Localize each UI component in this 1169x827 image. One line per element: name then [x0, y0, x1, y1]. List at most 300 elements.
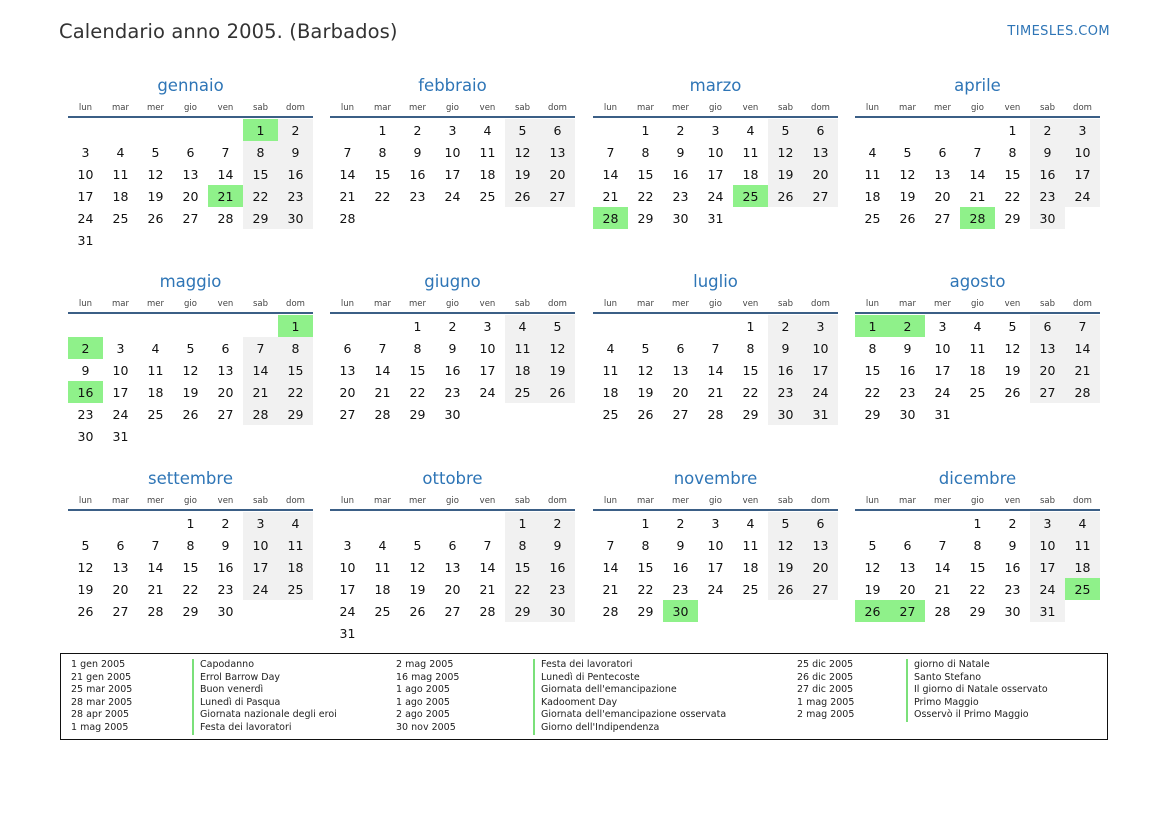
day-cell: 6 [186, 144, 195, 160]
day-cell: 1 [973, 515, 982, 531]
day-cell: 28 [243, 403, 278, 425]
month-marzo [593, 75, 838, 229]
day-cell: 21 [479, 581, 496, 597]
empty-cell [138, 315, 173, 337]
day-cell: 29 [278, 403, 313, 425]
month-maggio [68, 271, 313, 447]
day-cell: 12 [768, 141, 803, 163]
day-cell: 3 [483, 318, 492, 334]
day-cell: 1 [1008, 122, 1017, 138]
day-cell: 8 [973, 537, 982, 553]
header-divider [855, 509, 1100, 511]
month-novembre [593, 468, 838, 622]
day-cell: 22 [278, 381, 313, 403]
day-cell: 22 [374, 188, 391, 204]
holiday-day-cell: 28 [960, 207, 995, 229]
day-grid [593, 512, 838, 622]
legend-date: 28 mar 2005 [71, 696, 133, 708]
legend-date: 30 nov 2005 [396, 721, 456, 733]
day-grid [330, 119, 575, 229]
empty-cell [593, 512, 628, 534]
day-cell: 16 [899, 362, 916, 378]
day-cell: 25 [479, 188, 496, 204]
empty-cell [925, 512, 960, 534]
holiday-day-cell: 2 [68, 337, 103, 359]
day-grid [855, 512, 1100, 622]
legend-date: 2 mag 2005 [797, 709, 855, 721]
site-brand-link[interactable]: TIMESLES.COM [1007, 24, 1110, 39]
day-cell: 25 [602, 406, 619, 422]
day-cell: 22 [243, 185, 278, 207]
day-cell: 1 [746, 318, 755, 334]
day-cell: 25 [864, 210, 881, 226]
weekday-label: gio [971, 299, 984, 309]
weekday-header [855, 100, 1100, 116]
day-cell: 26 [768, 185, 803, 207]
day-cell: 30 [540, 600, 575, 622]
legend-holiday-name: giorno di Natale [906, 659, 1048, 672]
weekday-label: mar [112, 299, 129, 309]
month-aprile [855, 75, 1100, 229]
weekday-label: dom [811, 299, 830, 309]
weekday-label: sab [514, 496, 531, 506]
weekday-header [855, 493, 1100, 509]
weekday-label: mar [637, 299, 654, 309]
day-cell: 12 [899, 166, 916, 182]
day-cell: 29 [969, 603, 986, 619]
day-cell: 17 [1030, 556, 1065, 578]
weekday-label: gio [971, 103, 984, 113]
weekday-label: gio [446, 299, 459, 309]
day-grid [593, 315, 838, 425]
day-cell: 20 [934, 188, 951, 204]
day-cell: 19 [77, 581, 94, 597]
day-cell: 9 [540, 534, 575, 556]
day-cell: 23 [768, 381, 803, 403]
day-cell: 6 [803, 512, 838, 534]
day-cell: 10 [112, 362, 129, 378]
legend-holiday-name: Giorno dell'Indipendenza [533, 722, 726, 735]
day-cell: 12 [637, 362, 654, 378]
day-cell: 15 [864, 362, 881, 378]
legend-date: 1 gen 2005 [71, 659, 126, 670]
day-cell: 7 [973, 144, 982, 160]
weekday-label: sab [1039, 299, 1056, 309]
holiday-day-cell: 26 [855, 600, 890, 622]
day-cell: 5 [413, 537, 422, 553]
day-cell: 31 [803, 403, 838, 425]
legend-date: 25 mar 2005 [71, 684, 133, 696]
day-cell: 6 [221, 340, 230, 356]
day-cell: 29 [637, 210, 654, 226]
day-cell: 9 [413, 144, 422, 160]
day-cell: 7 [1065, 315, 1100, 337]
weekday-label: gio [709, 103, 722, 113]
weekday-label: mer [933, 103, 951, 113]
day-cell: 9 [903, 340, 912, 356]
day-cell: 12 [182, 362, 199, 378]
day-cell: 2 [448, 318, 457, 334]
day-cell: 30 [672, 210, 689, 226]
day-cell: 18 [374, 581, 391, 597]
empty-cell [663, 315, 698, 337]
day-cell: 25 [505, 381, 540, 403]
holiday-day-cell: 25 [733, 185, 768, 207]
day-cell: 27 [182, 210, 199, 226]
weekday-label: ven [742, 103, 759, 113]
weekday-label: lun [865, 103, 880, 113]
day-cell: 3 [343, 537, 352, 553]
day-cell: 9 [1030, 141, 1065, 163]
day-cell: 5 [186, 340, 195, 356]
day-cell: 9 [676, 537, 685, 553]
legend-date: 16 mag 2005 [396, 671, 460, 683]
day-cell: 26 [77, 603, 94, 619]
day-cell: 22 [637, 188, 654, 204]
header-divider [855, 312, 1100, 314]
day-cell: 10 [444, 144, 461, 160]
day-cell: 23 [77, 406, 94, 422]
day-cell: 22 [409, 384, 426, 400]
month-settembre [68, 468, 313, 622]
day-cell: 17 [112, 384, 129, 400]
day-cell: 8 [505, 534, 540, 556]
day-cell: 17 [77, 188, 94, 204]
empty-cell [208, 119, 243, 141]
day-cell: 15 [637, 166, 654, 182]
day-cell: 30 [1004, 603, 1021, 619]
day-cell: 30 [278, 207, 313, 229]
day-cell: 10 [339, 559, 356, 575]
day-cell: 18 [1065, 556, 1100, 578]
day-cell: 21 [243, 381, 278, 403]
weekday-label: mar [637, 103, 654, 113]
day-cell: 19 [505, 163, 540, 185]
day-cell: 22 [864, 384, 881, 400]
day-cell: 3 [711, 515, 720, 531]
day-cell: 25 [742, 581, 759, 597]
day-cell: 8 [186, 537, 195, 553]
day-cell: 19 [864, 581, 881, 597]
day-cell: 5 [505, 119, 540, 141]
weekday-label: sab [252, 103, 269, 113]
day-cell: 19 [409, 581, 426, 597]
day-cell: 24 [339, 603, 356, 619]
day-cell: 8 [1008, 144, 1017, 160]
day-cell: 3 [243, 512, 278, 534]
day-cell: 26 [768, 578, 803, 600]
day-cell: 3 [81, 144, 90, 160]
day-cell: 10 [803, 337, 838, 359]
day-cell: 24 [1065, 185, 1100, 207]
day-cell: 23 [672, 581, 689, 597]
day-cell: 12 [147, 166, 164, 182]
day-cell: 1 [641, 122, 650, 138]
weekday-label: ven [742, 299, 759, 309]
day-cell: 7 [243, 337, 278, 359]
day-cell: 12 [540, 337, 575, 359]
legend-date: 28 apr 2005 [71, 709, 130, 721]
month-name: novembre [673, 469, 758, 488]
day-cell: 22 [742, 384, 759, 400]
day-cell: 11 [602, 362, 619, 378]
day-cell: 20 [112, 581, 129, 597]
day-cell: 7 [606, 144, 615, 160]
day-cell: 22 [182, 581, 199, 597]
empty-cell [103, 119, 138, 141]
day-cell: 31 [1030, 600, 1065, 622]
day-cell: 10 [707, 144, 724, 160]
day-cell: 6 [938, 144, 947, 160]
day-cell: 10 [77, 166, 94, 182]
header-divider [330, 509, 575, 511]
day-cell: 31 [934, 406, 951, 422]
day-cell: 13 [934, 166, 951, 182]
day-cell: 28 [707, 406, 724, 422]
day-cell: 27 [672, 406, 689, 422]
day-cell: 24 [707, 188, 724, 204]
day-cell: 14 [243, 359, 278, 381]
day-cell: 3 [938, 318, 947, 334]
day-cell: 22 [969, 581, 986, 597]
month-name: luglio [693, 272, 738, 291]
day-cell: 7 [483, 537, 492, 553]
day-cell: 28 [602, 603, 619, 619]
day-cell: 27 [1030, 381, 1065, 403]
weekday-header [593, 100, 838, 116]
day-cell: 24 [934, 384, 951, 400]
legend-date: 1 mag 2005 [797, 696, 855, 708]
day-cell: 20 [182, 188, 199, 204]
day-cell: 20 [217, 384, 234, 400]
day-cell: 24 [707, 581, 724, 597]
day-cell: 3 [448, 122, 457, 138]
day-cell: 24 [444, 188, 461, 204]
weekday-label: ven [479, 299, 496, 309]
legend-date: 27 dic 2005 [797, 684, 854, 696]
day-cell: 6 [903, 537, 912, 553]
day-cell: 16 [278, 163, 313, 185]
legend-date: 2 ago 2005 [396, 709, 450, 721]
day-cell: 13 [112, 559, 129, 575]
empty-cell [138, 119, 173, 141]
weekday-label: mer [146, 103, 164, 113]
day-cell: 22 [637, 581, 654, 597]
day-cell: 23 [672, 188, 689, 204]
day-cell: 18 [864, 188, 881, 204]
legend-names-col-2 [533, 659, 726, 735]
header-divider [330, 312, 575, 314]
header-divider [593, 509, 838, 511]
empty-cell [960, 119, 995, 141]
weekday-label: dom [548, 496, 567, 506]
month-name: maggio [159, 272, 222, 291]
day-cell: 2 [676, 122, 685, 138]
day-cell: 3 [803, 315, 838, 337]
empty-cell [173, 119, 208, 141]
day-cell: 20 [339, 384, 356, 400]
day-cell: 17 [707, 166, 724, 182]
day-cell: 9 [1008, 537, 1017, 553]
day-cell: 17 [803, 359, 838, 381]
day-cell: 9 [81, 362, 90, 378]
day-cell: 16 [444, 362, 461, 378]
header-divider [330, 116, 575, 118]
day-cell: 9 [676, 144, 685, 160]
legend-dates-col-2 [396, 659, 459, 735]
day-cell: 21 [707, 384, 724, 400]
day-cell: 12 [77, 559, 94, 575]
day-cell: 22 [505, 578, 540, 600]
day-cell: 18 [969, 362, 986, 378]
holiday-day-cell: 27 [890, 600, 925, 622]
header-divider [68, 509, 313, 511]
month-name: giugno [424, 272, 481, 291]
day-cell: 13 [182, 166, 199, 182]
day-cell: 28 [339, 210, 356, 226]
day-cell: 26 [637, 406, 654, 422]
day-cell: 21 [374, 384, 391, 400]
day-cell: 28 [1065, 381, 1100, 403]
day-cell: 9 [448, 340, 457, 356]
day-cell: 21 [934, 581, 951, 597]
legend-holiday-name: Santo Stefano [906, 672, 1048, 685]
day-cell: 8 [641, 537, 650, 553]
empty-cell [68, 315, 103, 337]
day-cell: 18 [742, 559, 759, 575]
day-cell: 7 [343, 144, 352, 160]
header-divider [68, 312, 313, 314]
day-cell: 17 [479, 362, 496, 378]
empty-cell [855, 119, 890, 141]
day-cell: 2 [540, 512, 575, 534]
day-cell: 26 [540, 381, 575, 403]
empty-cell [103, 512, 138, 534]
weekday-label: lun [340, 103, 355, 113]
day-cell: 11 [374, 559, 391, 575]
header-divider [593, 312, 838, 314]
day-cell: 11 [505, 337, 540, 359]
header-divider [593, 116, 838, 118]
weekday-label: lun [78, 299, 93, 309]
day-cell: 11 [112, 166, 129, 182]
weekday-label: mer [408, 299, 426, 309]
weekday-label: lun [78, 103, 93, 113]
weekday-label: dom [811, 496, 830, 506]
day-cell: 4 [278, 512, 313, 534]
empty-cell [68, 512, 103, 534]
day-grid [593, 119, 838, 229]
day-cell: 6 [343, 340, 352, 356]
day-cell: 16 [540, 556, 575, 578]
weekday-label: dom [286, 299, 305, 309]
day-cell: 13 [1030, 337, 1065, 359]
weekday-label: gio [971, 496, 984, 506]
empty-cell [698, 315, 733, 337]
empty-cell [365, 512, 400, 534]
day-cell: 15 [1004, 166, 1021, 182]
legend-names-col-1 [192, 659, 337, 735]
month-name: settembre [148, 469, 233, 488]
weekday-label: lun [603, 299, 618, 309]
day-cell: 13 [339, 362, 356, 378]
day-cell: 2 [1008, 515, 1017, 531]
legend-holiday-name: Festa dei lavoratori [192, 722, 337, 735]
weekday-label: lun [865, 299, 880, 309]
month-name: febbraio [418, 76, 487, 95]
day-cell: 19 [637, 384, 654, 400]
day-cell: 28 [934, 603, 951, 619]
day-cell: 23 [409, 188, 426, 204]
day-cell: 15 [243, 163, 278, 185]
weekday-label: mer [146, 496, 164, 506]
day-cell: 27 [540, 185, 575, 207]
day-grid [68, 119, 313, 251]
day-cell: 26 [409, 603, 426, 619]
day-cell: 28 [217, 210, 234, 226]
day-cell: 2 [768, 315, 803, 337]
day-cell: 28 [147, 603, 164, 619]
legend-date: 2 mag 2005 [396, 659, 454, 670]
day-cell: 4 [868, 144, 877, 160]
legend-holiday-name: Il giorno di Natale osservato [906, 684, 1048, 697]
day-cell: 8 [868, 340, 877, 356]
day-cell: 9 [768, 337, 803, 359]
empty-cell [330, 512, 365, 534]
day-cell: 16 [409, 166, 426, 182]
day-cell: 14 [147, 559, 164, 575]
day-cell: 16 [768, 359, 803, 381]
legend-holiday-name: Festa dei lavoratori [533, 659, 726, 672]
day-cell: 30 [217, 603, 234, 619]
weekday-label: mer [408, 496, 426, 506]
day-cell: 21 [1065, 359, 1100, 381]
weekday-label: lun [340, 299, 355, 309]
weekday-label: sab [514, 299, 531, 309]
day-cell: 4 [1065, 512, 1100, 534]
weekday-label: ven [1004, 299, 1021, 309]
day-cell: 15 [182, 559, 199, 575]
day-cell: 25 [147, 406, 164, 422]
empty-cell [243, 315, 278, 337]
weekday-label: gio [184, 103, 197, 113]
day-cell: 4 [746, 122, 755, 138]
day-cell: 21 [602, 581, 619, 597]
day-cell: 27 [444, 603, 461, 619]
day-cell: 12 [1004, 340, 1021, 356]
empty-cell [925, 119, 960, 141]
weekday-label: gio [184, 299, 197, 309]
day-cell: 30 [77, 428, 94, 444]
holiday-day-cell: 1 [278, 315, 313, 337]
day-cell: 27 [803, 185, 838, 207]
month-name: aprile [954, 76, 1001, 95]
day-cell: 15 [637, 559, 654, 575]
day-cell: 23 [1030, 185, 1065, 207]
day-cell: 19 [540, 359, 575, 381]
day-cell: 4 [483, 122, 492, 138]
month-luglio [593, 271, 838, 425]
day-cell: 4 [378, 537, 387, 553]
weekday-label: sab [514, 103, 531, 113]
day-cell: 5 [540, 315, 575, 337]
day-cell: 1 [378, 122, 387, 138]
day-cell: 25 [278, 578, 313, 600]
weekday-label: dom [286, 103, 305, 113]
day-cell: 1 [641, 515, 650, 531]
day-cell: 31 [707, 210, 724, 226]
month-dicembre [855, 468, 1100, 622]
